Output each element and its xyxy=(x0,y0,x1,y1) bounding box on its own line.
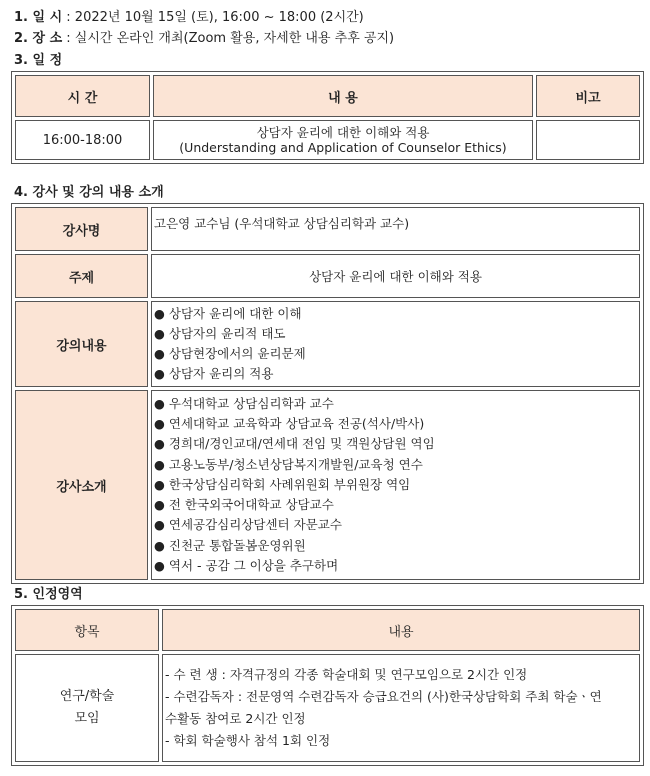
list-item: ● 상담자 윤리의 적용 xyxy=(154,366,274,381)
list-item: ● 진천군 통합돌봄운영위원 xyxy=(154,537,306,553)
date-value: : 2022년 10월 15일 (토), 16:00 ~ 18:00 (2시간) xyxy=(62,10,364,25)
cert-row-content xyxy=(162,654,640,762)
schedule-content xyxy=(153,120,533,160)
list-item: ● 상담자의 윤리적 태도 xyxy=(154,326,286,341)
lecturer-intro-label: 강사소개 xyxy=(15,390,148,580)
schedule-header-note: 비고 xyxy=(536,75,640,117)
schedule-time: 16:00-18:00 xyxy=(15,120,150,160)
list-item: 수활동 참여로 2시간 인정 xyxy=(165,711,306,726)
list-item: ● 고용노동부/청소년상담복지개발원/교육청 연수 xyxy=(154,456,423,472)
date-line xyxy=(14,10,364,26)
list-item: - 수 련 생 : 자격규정의 각종 학술대회 및 연구모임으로 2시간 인정 xyxy=(165,667,528,682)
lecturer-name-label: 강사명 xyxy=(15,207,148,251)
place-line xyxy=(14,31,394,47)
schedule-header-time: 시 간 xyxy=(15,75,150,117)
cert-row-label-line-1: 연구/학술 xyxy=(59,689,115,704)
cert-heading: 5. 인정영역 xyxy=(14,587,83,602)
schedule-note xyxy=(536,120,640,160)
list-item: ● 상담자 윤리에 대한 이해 xyxy=(154,306,302,321)
list-item: ● 연세공감심리상담센터 자문교수 xyxy=(154,517,342,533)
place-label: 2. 장 소 xyxy=(14,31,63,46)
list-item: ● 한국상담심리학회 사례위원회 부위원장 역임 xyxy=(154,476,411,492)
cert-table xyxy=(11,605,644,766)
list-item: ● 경희대/경인교대/연세대 전임 및 객원상담원 역임 xyxy=(154,436,435,452)
list-item: ● 역서 - 공감 그 이상을 추구하며 xyxy=(154,557,339,573)
date-label: 1. 일 시 xyxy=(14,10,63,25)
lecturer-intro-list xyxy=(151,390,640,580)
list-item: ● 우석대학교 상담심리학과 교수 xyxy=(154,396,334,412)
lecturer-name-value: 고은영 교수님 (우석대학교 상담심리학과 교수) xyxy=(151,207,640,251)
schedule-table xyxy=(11,71,644,164)
cert-header-item: 항목 xyxy=(15,609,159,651)
lecturer-heading: 4. 강사 및 강의 내용 소개 xyxy=(14,185,164,200)
schedule-heading: 3. 일 정 xyxy=(14,53,63,68)
lecturer-content-list xyxy=(151,301,640,387)
lecturer-table xyxy=(11,203,644,584)
schedule-content-ko: 상담자 윤리에 대한 이해와 적용 xyxy=(256,125,430,140)
schedule-header-content: 내 용 xyxy=(153,75,533,117)
list-item: ● 전 한국외국어대학교 상담교수 xyxy=(154,497,334,513)
schedule-content-en: (Understanding and Application of Counselor Ethics) xyxy=(179,140,507,155)
lecturer-topic-value: 상담자 윤리에 대한 이해와 적용 xyxy=(151,254,640,298)
lecturer-content-label: 강의내용 xyxy=(15,301,148,387)
place-value: : 실시간 온라인 개최(Zoom 활용, 자세한 내용 추후 공지) xyxy=(62,31,395,46)
cert-row-label xyxy=(15,654,159,762)
list-item: ● 상담현장에서의 윤리문제 xyxy=(154,346,306,361)
list-item: ● 연세대학교 교육학과 상담교육 전공(석사/박사) xyxy=(154,416,425,432)
list-item: - 학회 학술행사 참석 1회 인정 xyxy=(165,733,331,748)
cert-row-label-line-2: 모임 xyxy=(74,711,100,726)
cert-header-content: 내용 xyxy=(162,609,640,651)
list-item: - 수련감독자 : 전문영역 수련감독자 승급요건의 (사)한국상담학회 주최 학술ㆍ연 xyxy=(165,689,602,704)
lecturer-topic-label: 주제 xyxy=(15,254,148,298)
